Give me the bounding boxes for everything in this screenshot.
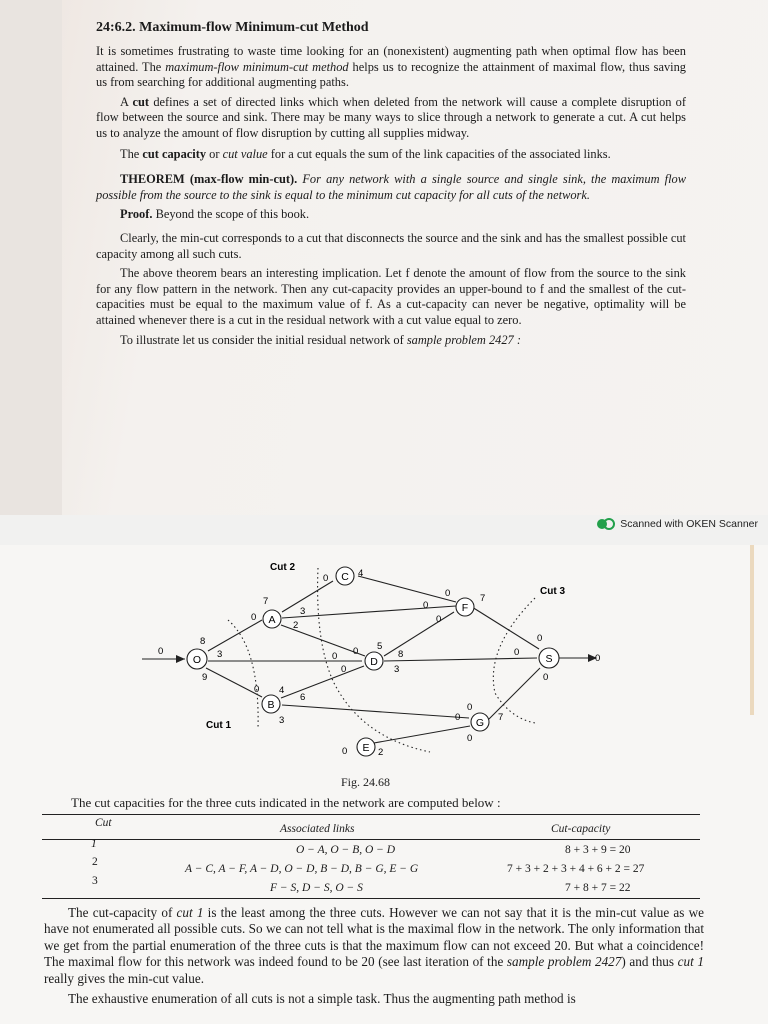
paragraph-1: It is sometimes frustrating to waste time looking for an (nonexistent) augmenting path when optimal flow has been attained. The maximum-flow minimum-cut method helps us to recognize the attainment of maximal flow, thus saving us from searching for additional augmenting paths.: [96, 44, 686, 90]
edge-number: 9: [202, 672, 208, 683]
edge-number: 0: [332, 651, 338, 662]
capacity-cell: 7 + 8 + 7 = 22: [565, 882, 631, 894]
edge-number: 3: [217, 649, 223, 660]
edge-number: 4: [358, 568, 364, 579]
node-label-o: O: [192, 654, 202, 666]
edge-number: 3: [279, 715, 285, 726]
edge-number: 3: [394, 664, 400, 675]
edge-number: 0: [467, 702, 473, 713]
header-associated-links: Associated links: [280, 823, 355, 835]
edge-number: 0: [436, 614, 442, 625]
paragraph-enumeration: The exhaustive enumeration of all cuts is not a simple task. Thus the augmenting path method is: [68, 991, 576, 1007]
edge-number: 0: [445, 588, 451, 599]
page-edge: [750, 545, 754, 715]
edge-number: 4: [279, 685, 285, 696]
network-diagram: [140, 548, 620, 766]
node-label-d: D: [370, 656, 378, 668]
edge-number: 0: [543, 672, 549, 683]
capacity-cell: 7 + 3 + 2 + 3 + 4 + 6 + 2 = 27: [507, 863, 645, 875]
header-cut-capacity: Cut-capacity: [551, 823, 611, 835]
proof: Proof. Beyond the scope of this book.: [120, 207, 310, 222]
scanner-logo-icon: [596, 518, 616, 530]
capacity-cell: 8 + 3 + 9 = 20: [565, 844, 631, 856]
node-label-a: A: [268, 614, 276, 626]
paragraph-cut-capacity: The cut capacity or cut value for a cut equals the sum of the link capacities of the associated links.: [120, 146, 611, 161]
node-label-f: F: [461, 602, 469, 614]
edge-number: 7: [263, 596, 269, 607]
paragraph-conclusion: The cut-capacity of cut 1 is the least among the three cuts. However we can not say that it is the min-cut value as we have not enumerated all possible cuts. So we can not tell what is the maximal flow in the network. The only information that we get from the partial enumeration of the three cuts is that the maximum flow can not exceed 20. But what a coincidence! The maximal flow for this network was indeed found to be 20 (see last iteration of the sample problem 2427) and thus cut 1 really gives the min-cut value.: [44, 905, 704, 986]
edge-number: 0: [467, 733, 473, 744]
edge-number: 6: [300, 692, 306, 703]
paragraph-min-cut: Clearly, the min-cut corresponds to a cut that disconnects the source and the sink and has the smallest possible cut capacity among all such cuts.: [96, 230, 686, 261]
edge-number: 0: [353, 646, 359, 657]
cut-cell: 1: [91, 838, 97, 850]
scanner-watermark: Scanned with OKEN Scanner: [596, 518, 758, 530]
header-cut: Cut: [95, 817, 112, 829]
paragraph-cut-definition: A cut defines a set of directed links which when deleted from the network will cause a complete disruption of flow between the source and sink. There may be many ways to slice through a network to generate a cut. A cut helps us to analyze the amount of flow disruption by cutting all supplies midway.: [96, 94, 686, 140]
edge-number: 0: [342, 746, 348, 757]
edge-number: 2: [293, 620, 299, 631]
node-labels: [193, 571, 553, 754]
edge-number: 0: [323, 573, 329, 584]
edge-number: 0: [251, 612, 257, 623]
edge-number: 7: [480, 593, 486, 604]
table-intro: The cut capacities for the three cuts indicated in the network are computed below :: [71, 795, 501, 810]
edge-number: 2: [378, 747, 384, 758]
edge-number: 5: [377, 641, 383, 652]
paragraph-illustrate: To illustrate let us consider the initial residual network of sample problem 2427 :: [120, 332, 521, 347]
node-label-c: C: [341, 571, 349, 583]
links-cell: F − S, D − S, O − S: [270, 882, 363, 894]
cut-3-label: Cut 3: [540, 586, 565, 597]
cut-cell: 2: [92, 856, 98, 868]
links-cell: A − C, A − F, A − D, O − D, B − D, B − G, E − G: [185, 863, 419, 875]
links-cell: O − A, O − B, O − D: [296, 844, 396, 856]
source-arrow-icon: [176, 655, 185, 663]
node-label-s: S: [545, 653, 553, 665]
edge-number: 0: [341, 664, 347, 675]
table-rule-bottom: [42, 898, 700, 899]
edge-number: 0: [514, 647, 520, 658]
figure-caption: Fig. 24.68: [341, 775, 391, 789]
body-text-upper: [96, 44, 686, 348]
table-rule-header: [42, 839, 700, 840]
edge-number: 0: [158, 646, 164, 657]
node-label-g: G: [475, 717, 485, 729]
paragraph-implication: The above theorem bears an interesting implication. Let f denote the amount of flow from the source to the sink for any flow pattern in the network. Then any cut-capacity provides an upper-bound to f and the smallest of the cut-capacities must be equal to the maximum value of f. As a cut-capacity can never be negative, optimality will be attained whenever there is a cut in the residual network with a cut value equal to zero.: [96, 266, 686, 327]
body-text-lower: [44, 905, 704, 1007]
edge-number: 7: [498, 712, 504, 723]
edge-number: 0: [455, 712, 461, 723]
section-title: 24:6.2. Maximum-flow Minimum-cut Method: [96, 20, 369, 35]
edge-number: 0: [537, 633, 543, 644]
table-rule-top: [42, 814, 700, 815]
node-label-e: E: [362, 742, 370, 754]
edge-number: 3: [300, 606, 306, 617]
cut-1-label: Cut 1: [206, 720, 231, 731]
edge-number: 0: [423, 600, 429, 611]
cut-cell: 3: [92, 875, 98, 887]
theorem: THEOREM (max-flow min-cut). For any network with a single source and single sink, the maximum flow possible from the source to the sink is equal to the minimum cut capacity for all cuts of the network.: [96, 172, 686, 202]
edge-number: 0: [595, 653, 601, 664]
cut-labels: [206, 562, 565, 731]
node-label-b: B: [267, 699, 275, 711]
edge-number: 8: [398, 649, 404, 660]
edge-number: 8: [200, 636, 206, 647]
cut-2-label: Cut 2: [270, 562, 295, 573]
page-margin-left: [0, 0, 62, 515]
edge-number: 0: [254, 684, 260, 695]
